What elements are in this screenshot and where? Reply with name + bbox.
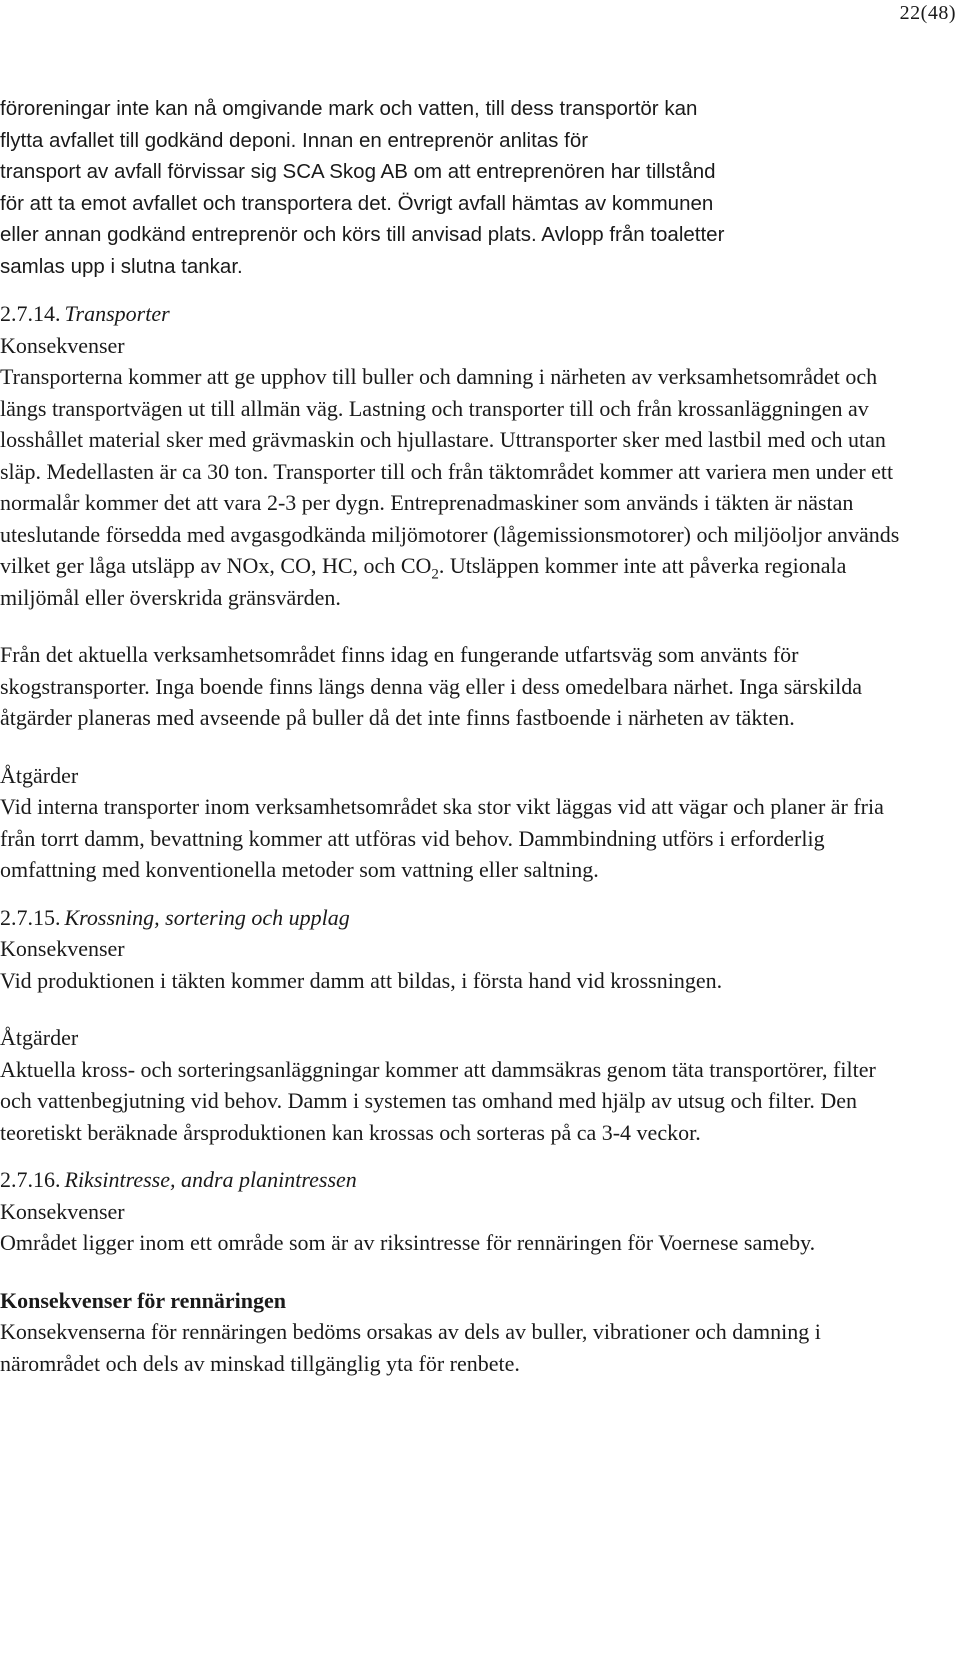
paragraph-utfartsvag: Från det aktuella verksamhetsområdet finns idag en fungerande utfartsväg som använts för skogstransporter. Inga boende finns längs denna väg eller i dess omedelbara närhet. Inga särskilda åtgärder planeras med avseende på buller då det inte finns fastboende i närheten av täkten. — [0, 642, 863, 730]
intro-line: för att ta emot avfallet och transportera det. Övrigt avfall hämtas av kommunen — [0, 191, 714, 215]
intro-line: transport av avfall förvissar sig SCA Skog AB om att entreprenören har tillstånd — [0, 160, 716, 183]
section-number: 2.7.15. — [0, 904, 61, 930]
paragraph-krossning-atgarder: Aktuella kross- och sorteringsanläggningar kommer att dammsäkras genom täta transportörer, filter och vattenbegjutning vid behov. Damm i systemen tas omhand med hjälp av utsug och filter. Den teoretiskt beräknade årsproduktionen kan krossas och sorteras på ca 3-4 veckor. — [0, 1056, 876, 1145]
paragraph-riksintresse-konsekvenser: Området ligger inom ett område som är av riksintresse för rennäringen för Voernese sameby. — [0, 1230, 816, 1255]
section-number: 2.7.14. — [0, 301, 61, 326]
section-title: Transporter — [64, 301, 170, 326]
text-run: . Utsläppen kommer inte att påverka regionala miljömål eller överskrida gränsvärden. — [0, 553, 847, 610]
subheading-atgarder: Åtgärder — [0, 1025, 79, 1050]
section-title: Riksintresse, andra planintressen — [64, 1167, 357, 1192]
intro-paragraph — [0, 93, 900, 282]
section-number: 2.7.16. — [0, 1167, 61, 1192]
subheading-konsekvenser: Konsekvenser — [0, 332, 125, 358]
section-heading-transporter — [0, 298, 900, 330]
intro-line: flytta avfallet till godkänd deponi. Innan en entreprenör anlitas för — [0, 128, 589, 152]
paragraph-rennaringen: Konsekvenserna för rennäringen bedöms orsakas av dels av buller, vibrationer och damning i närområdet och dels av minskad tillgänglig yta för renbete. — [0, 1319, 821, 1376]
section-heading-riksintresse — [0, 1164, 900, 1196]
section-title: Krossning, sortering och upplag — [64, 904, 350, 930]
subscript: 2 — [431, 566, 439, 583]
page-number: 22(48) — [899, 2, 956, 24]
document-body — [0, 93, 900, 1379]
section-heading-krossning — [0, 902, 900, 934]
intro-line: samlas upp i slutna tankar. — [0, 254, 243, 278]
text-run: Transporterna kommer att ge upphov till buller och damning i närheten av verksamhetsområdet och längs transportvägen ut till allmän väg. Lastning och transporter till och från krossanläggningen av losshållet material sker med grävmaskin och hjullastare. Uttransporter sker med lastbil med och utan släp. Medellasten är ca 30 ton. Transporter till och från täktområdet kommer att variera men under ett normalår kommer det att vara 2-3 per dygn. Entreprenadmaskiner som används i täkten är nästan uteslutande försedda med avgasgodkända miljömotorer (lågemissionsmotorer) och miljöoljor används vilket ger låga utsläpp av NOx, CO, HC, och CO — [0, 364, 900, 578]
subheading-konsekvenser-rennaringen: Konsekvenser för rennäringen — [0, 1287, 287, 1313]
paragraph-transporter-konsekvenser — [0, 361, 900, 613]
subheading-konsekvenser: Konsekvenser — [0, 936, 125, 961]
intro-line: eller annan godkänd entreprenör och körs till anvisad plats. Avlopp från toaletter — [0, 223, 725, 246]
subheading-atgarder: Åtgärder — [0, 762, 79, 788]
intro-line: föroreningar inte kan nå omgivande mark och vatten, till dess transportör kan — [0, 97, 698, 120]
subheading-konsekvenser: Konsekvenser — [0, 1198, 125, 1224]
paragraph-transporter-atgarder: Vid interna transporter inom verksamhetsområdet ska stor vikt läggas vid att vägar och planer är fria från torrt damm, bevattning kommer att utföras vid behov. Dammbindning utförs i erforderlig omfattning med konventionella metoder som vattning eller saltning. — [0, 794, 884, 882]
paragraph-krossning-konsekvenser: Vid produktionen i täkten kommer damm att bildas, i första hand vid krossningen. — [0, 967, 723, 993]
